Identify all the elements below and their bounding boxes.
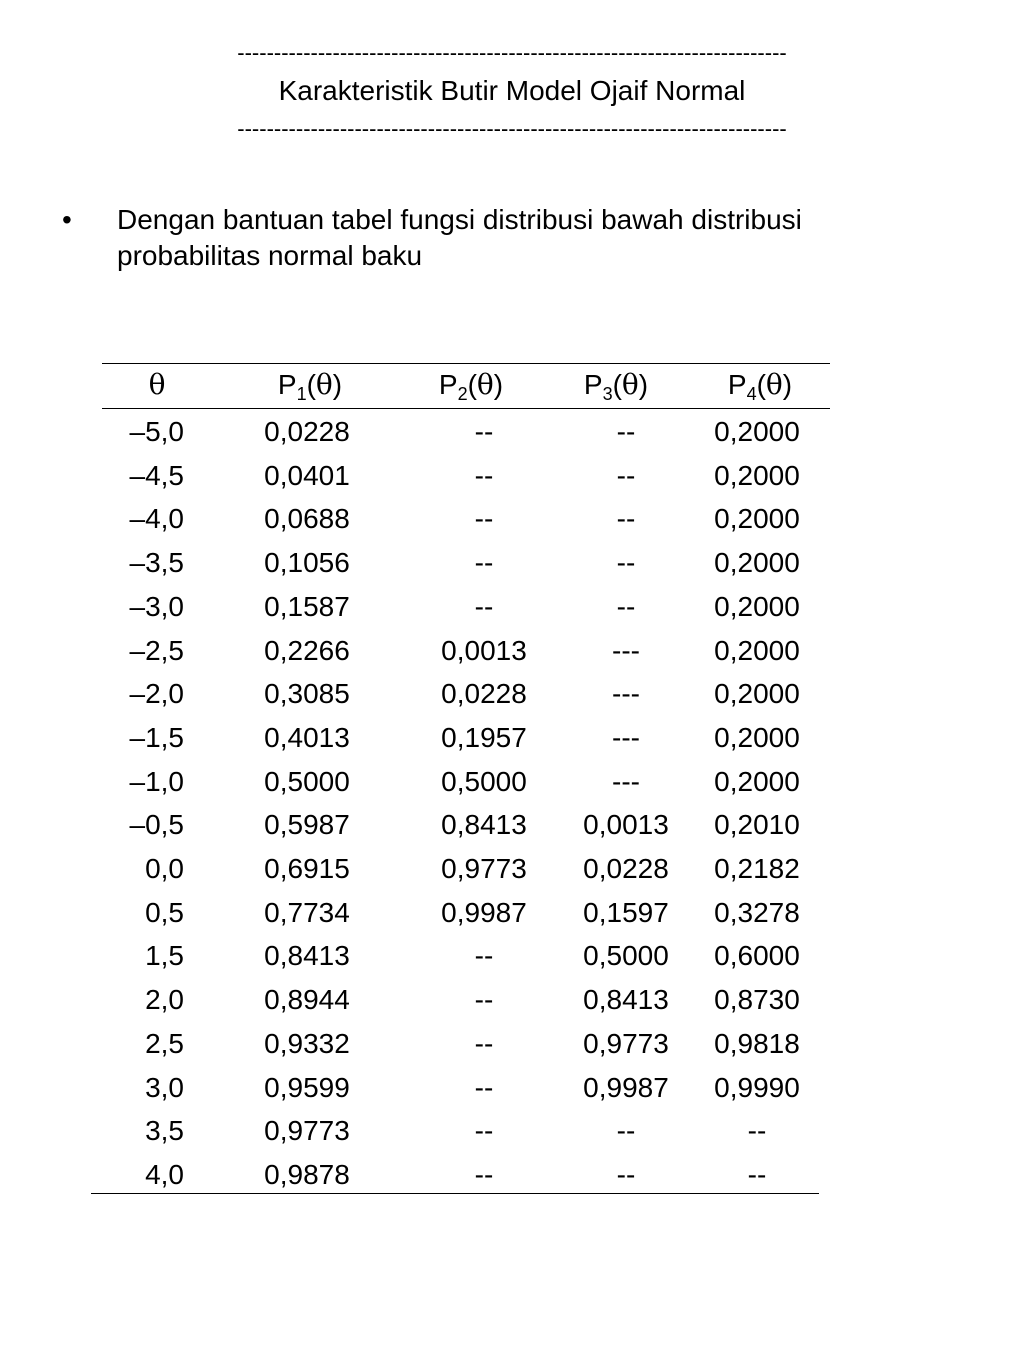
table-cell-r6-c0: –2,0 bbox=[129, 678, 184, 710]
column-header-2: $P_2(\theta)$ bbox=[438, 368, 504, 404]
table-cell-r16-c0: 3,5 bbox=[145, 1115, 184, 1147]
table-cell-r13-c1: 0,8944 bbox=[264, 984, 350, 1016]
table-cell-r11-c1: 0,7734 bbox=[264, 896, 350, 928]
column-header-4: $P_4(\theta)$ bbox=[727, 368, 793, 404]
table-cell-r3-c0: –3,5 bbox=[129, 547, 184, 579]
table-cell-r13-c0: 2,0 bbox=[145, 984, 184, 1016]
table-cell-r9-c3: 0,0013 bbox=[583, 809, 669, 841]
table-cell-r7-c2: 0,1957 bbox=[441, 721, 527, 753]
table-cell-r5-c1: 0,2266 bbox=[264, 634, 350, 666]
table-cell-r0-c1: 0,0228 bbox=[264, 416, 350, 447]
column-header-subscript: 4 bbox=[746, 384, 757, 404]
table-cell-r7-c3: --- bbox=[612, 721, 640, 753]
table-cell-r4-c2: -- bbox=[474, 590, 494, 622]
table-cell-r12-c0: 1,5 bbox=[145, 940, 184, 972]
table-cell-r6-c4: 0,2000 bbox=[714, 678, 800, 710]
table-cell-r17-c2: -- bbox=[474, 1158, 494, 1190]
bullet-text bbox=[117, 202, 887, 274]
table-cell-r16-c4: -- bbox=[747, 1115, 767, 1147]
table-cell-r12-c4: 0,6000 bbox=[714, 940, 800, 972]
table-cell-r16-c3: -- bbox=[616, 1115, 636, 1147]
theta-symbol: θ bbox=[621, 368, 639, 401]
table-cell-r3-c4: 0,2000 bbox=[714, 547, 800, 579]
table-cell-r14-c0: 2,5 bbox=[145, 1027, 184, 1059]
table-cell-r1-c1: 0,0401 bbox=[264, 459, 350, 491]
theta-symbol: θ bbox=[315, 368, 333, 401]
table-cell-r0-c3: -- bbox=[616, 416, 636, 447]
table-cell-r2-c3: -- bbox=[616, 503, 636, 535]
table-cell-r4-c1: 0,1587 bbox=[264, 590, 350, 622]
bullet-text-line-2: probabilitas normal baku bbox=[117, 240, 423, 271]
table-cell-r16-c2: -- bbox=[474, 1115, 494, 1147]
column-header-0 bbox=[149, 368, 166, 402]
table-cell-r10-c3: 0,0228 bbox=[583, 853, 669, 884]
table-cell-r17-c4: -- bbox=[747, 1158, 767, 1190]
table-cell-r6-c1: 0,3085 bbox=[264, 678, 350, 710]
column-header-3: $P_3(\theta)$ bbox=[583, 368, 649, 404]
theta-symbol: θ bbox=[765, 368, 783, 401]
table-cell-r3-c3: -- bbox=[616, 547, 636, 579]
table-cell-r14-c2: -- bbox=[474, 1027, 494, 1059]
top-dash-divider: --------------------------------------------------------------------------- bbox=[237, 40, 787, 65]
bullet-marker: • bbox=[62, 204, 72, 235]
column-header-subscript: 3 bbox=[602, 384, 613, 404]
table-cell-r5-c2: 0,0013 bbox=[441, 634, 527, 666]
column-header-subscript: 1 bbox=[296, 384, 307, 404]
table-cell-r15-c2: -- bbox=[474, 1071, 494, 1103]
table-header-rule bbox=[102, 408, 830, 409]
table-cell-r15-c0: 3,0 bbox=[145, 1071, 184, 1103]
column-header-base: P bbox=[727, 369, 747, 400]
table-cell-r9-c4: 0,2010 bbox=[714, 809, 800, 841]
table-cell-r10-c1: 0,6915 bbox=[264, 853, 350, 884]
table-cell-r8-c0: –1,0 bbox=[129, 765, 184, 797]
table-cell-r2-c0: –4,0 bbox=[129, 503, 184, 535]
table-cell-r12-c2: -- bbox=[474, 940, 494, 972]
table-cell-r14-c3: 0,9773 bbox=[583, 1027, 669, 1059]
table-cell-r15-c1: 0,9599 bbox=[264, 1071, 350, 1103]
table-cell-r15-c4: 0,9990 bbox=[714, 1071, 800, 1103]
table-cell-r4-c0: –3,0 bbox=[129, 590, 184, 622]
table-cell-r9-c2: 0,8413 bbox=[441, 809, 527, 841]
table-cell-r11-c2: 0,9987 bbox=[441, 896, 527, 928]
table-cell-r6-c2: 0,0228 bbox=[441, 678, 527, 710]
table-cell-r8-c3: --- bbox=[612, 765, 640, 797]
column-header-base: P bbox=[277, 369, 297, 400]
table-cell-r6-c3: --- bbox=[612, 678, 640, 710]
table-cell-r7-c0: –1,5 bbox=[129, 721, 184, 753]
table-cell-r5-c3: --- bbox=[612, 634, 640, 666]
table-cell-r8-c4: 0,2000 bbox=[714, 765, 800, 797]
theta-symbol: θ bbox=[148, 368, 166, 401]
table-top-rule bbox=[102, 363, 830, 364]
table-cell-r1-c4: 0,2000 bbox=[714, 459, 800, 491]
table-cell-r0-c4: 0,2000 bbox=[714, 416, 800, 447]
table-cell-r11-c0: 0,5 bbox=[145, 896, 184, 928]
table-cell-r5-c0: –2,5 bbox=[129, 634, 184, 666]
table-cell-r12-c1: 0,8413 bbox=[264, 940, 350, 972]
table-cell-r4-c4: 0,2000 bbox=[714, 590, 800, 622]
table-cell-r9-c0: –0,5 bbox=[129, 809, 184, 841]
column-header-1: $P_1(\theta)$ bbox=[277, 368, 343, 404]
table-cell-r10-c4: 0,2182 bbox=[714, 853, 800, 884]
table-cell-r17-c3: -- bbox=[616, 1158, 636, 1190]
table-cell-r12-c3: 0,5000 bbox=[583, 940, 669, 972]
table-cell-r17-c0: 4,0 bbox=[145, 1158, 184, 1190]
table-cell-r7-c4: 0,2000 bbox=[714, 721, 800, 753]
column-header-base: P bbox=[583, 369, 603, 400]
table-cell-r3-c1: 0,1056 bbox=[264, 547, 350, 579]
table-cell-r4-c3: -- bbox=[616, 590, 636, 622]
table-cell-r1-c2: -- bbox=[474, 459, 494, 491]
table-cell-r13-c3: 0,8413 bbox=[583, 984, 669, 1016]
table-bottom-rule bbox=[91, 1193, 819, 1194]
table-cell-r0-c2: -- bbox=[474, 416, 494, 447]
table-cell-r8-c1: 0,5000 bbox=[264, 765, 350, 797]
table-cell-r0-c0: –5,0 bbox=[129, 416, 184, 447]
table-cell-r2-c4: 0,2000 bbox=[714, 503, 800, 535]
table-cell-r17-c1: 0,9878 bbox=[264, 1158, 350, 1190]
table-cell-r16-c1: 0,9773 bbox=[264, 1115, 350, 1147]
table-cell-r9-c1: 0,5987 bbox=[264, 809, 350, 841]
table-cell-r8-c2: 0,5000 bbox=[441, 765, 527, 797]
table-cell-r13-c4: 0,8730 bbox=[714, 984, 800, 1016]
table-cell-r14-c1: 0,9332 bbox=[264, 1027, 350, 1059]
table-cell-r1-c0: –4,5 bbox=[129, 459, 184, 491]
table-cell-r7-c1: 0,4013 bbox=[264, 721, 350, 753]
table-cell-r13-c2: -- bbox=[474, 984, 494, 1016]
table-cell-r11-c4: 0,3278 bbox=[714, 896, 800, 928]
table-cell-r15-c3: 0,9987 bbox=[583, 1071, 669, 1103]
table-cell-r10-c2: 0,9773 bbox=[441, 853, 527, 884]
bullet-text-line-1: Dengan bantuan tabel fungsi distribusi bawah distribusi bbox=[117, 204, 802, 235]
theta-symbol: θ bbox=[476, 368, 494, 401]
table-cell-r3-c2: -- bbox=[474, 547, 494, 579]
table-cell-r1-c3: -- bbox=[616, 459, 636, 491]
table-cell-r2-c2: -- bbox=[474, 503, 494, 535]
bottom-dash-divider: --------------------------------------------------------------------------- bbox=[237, 116, 787, 141]
table-cell-r10-c0: 0,0 bbox=[145, 853, 184, 884]
table-cell-r14-c4: 0,9818 bbox=[714, 1027, 800, 1059]
table-cell-r11-c3: 0,1597 bbox=[583, 896, 669, 928]
column-header-base: P bbox=[438, 369, 458, 400]
page-title: Karakteristik Butir Model Ojaif Normal bbox=[278, 75, 746, 106]
table-cell-r2-c1: 0,0688 bbox=[264, 503, 350, 535]
column-header-subscript: 2 bbox=[457, 384, 468, 404]
table-cell-r5-c4: 0,2000 bbox=[714, 634, 800, 666]
